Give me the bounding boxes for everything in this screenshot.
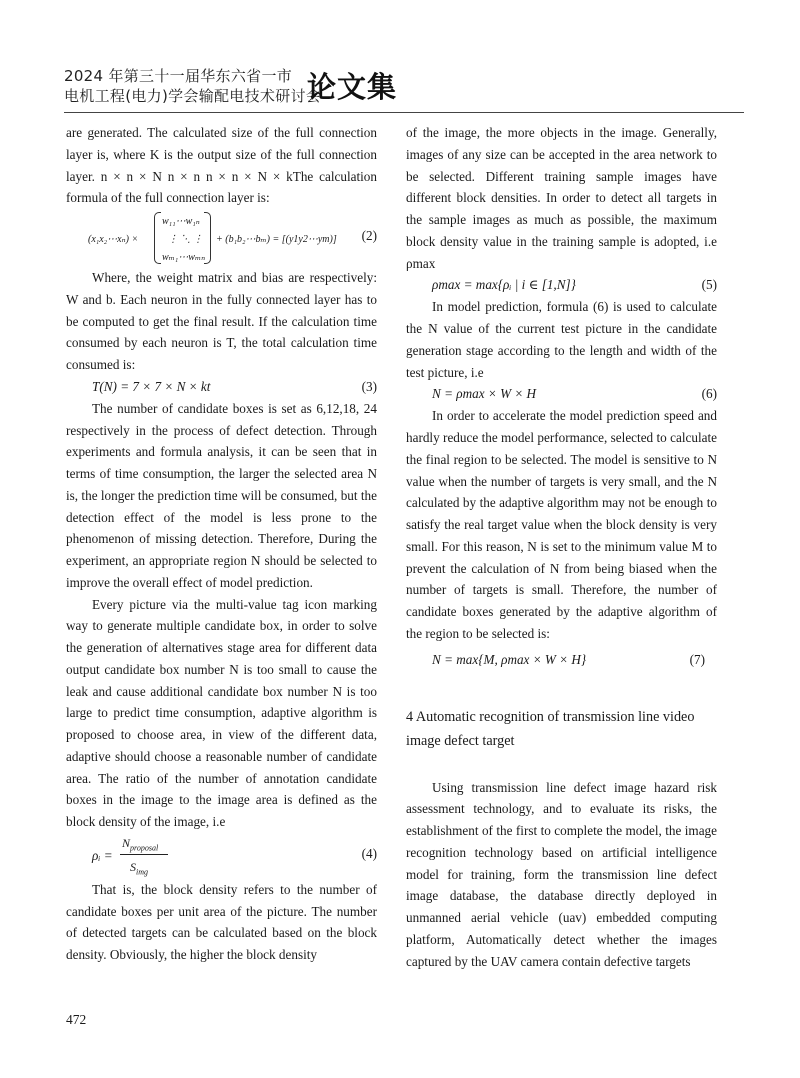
header-divider <box>64 112 744 113</box>
paragraph: That is, the block density refers to the number of candidate boxes per unit area of the picture. The number of detected targets can be calculated based on the block density. Obviously, the higher the block density <box>66 881 377 962</box>
running-header <box>64 66 744 110</box>
paragraph: Using transmission line defect image hazard risk assessment technology, and to evaluate its risks, the establishment of the first to complete the model, the image recognition technology based on artificial intelligence model for training, form the transmission line defect image database, the database directly deployed in unmanned aerial vehicle (uav) embedded computing platform, Automatically detect whether the images captured by the UAV camera contain defective targets <box>406 779 717 969</box>
eq7-formula: N = max{M, ρmax × W × H} <box>432 651 587 667</box>
eq2-matrix-row1: w₁₁⋯w₁ₙ <box>162 216 200 227</box>
eq2-lhs: (x₁x₂⋯xₙ) × <box>88 234 139 245</box>
equation-4 <box>66 833 377 879</box>
eq2-rhs: + (b₁b₂⋯bₘ) = [(y1y2⋯ym)] <box>216 234 337 245</box>
paragraph: The number of candidate boxes is set as 6,12,18, 24 respectively in the process of defect detection. Through experiments and formula analysis, it can be seen that in terms of time consumption, the larger the selected area N is, the longer the prediction time will be consumed, but the detection effect of the model is less prone to the phenomenon of missing detection. Therefore, During the experiment, an appropriate region N should be selected to improve the overall effect of model prediction. <box>66 400 377 590</box>
paragraph: Where, the weight matrix and bias are respectively: W and b. Each neuron in the fully connected layer has to be computed to get the final result. If the calculation time consumed by each neuron is T, the total calculation time consumed is: <box>66 270 377 372</box>
eq4-denominator: $S_{img}$ <box>130 859 148 877</box>
paragraph: In order to accelerate the model prediction speed and hardly reduce the model performance, selected to calculate the final region to be selected. The model is sensitive to N value when the number of targets is very small, and the N calculated by the adaptive algorithm may not be enough to satisfy the real target value when the block density is very small. For this reason, N is set to the minimum value M to prevent the calculation of N from being biased when the number of targets is small. Therefore, the number of candidate boxes generated by the adaptive algorithm of the region to be selected is: <box>406 408 717 641</box>
proceedings-label: 论文集 <box>307 70 398 104</box>
eq4-numerator: $N_{proposal}$ <box>122 835 159 853</box>
section-heading: 4 Automatic recognition of transmission line video image defect target <box>406 708 695 749</box>
paragraph: are generated. The calculated size of the full connection layer is, where K is the output size of the full connection layer. n × n × N n × n n × n × N × kThe calculation formula of the full connection layer is: <box>66 125 377 206</box>
equation-6 <box>406 383 717 405</box>
right-column <box>406 122 717 972</box>
equation-2 <box>66 209 377 267</box>
paragraph: In model prediction, formula (6) is used to calculate the N value of the current test picture in the candidate generation stage according to the length and width of the test picture, i.e <box>406 299 717 380</box>
eq3-formula: T(N) = 7 × 7 × N × kt <box>92 378 211 394</box>
equation-5 <box>406 274 717 296</box>
eq2-number: (2) <box>361 228 377 243</box>
fraction-bar <box>120 854 168 855</box>
eq5-formula: ρmax = max{ρᵢ | i ∈ [1,N]} <box>432 277 576 293</box>
matrix-bracket-right <box>204 212 211 264</box>
matrix-bracket-left <box>154 212 161 264</box>
eq3-number: (3) <box>361 378 377 394</box>
eq7-number: (7) <box>689 651 705 667</box>
eq6-number: (6) <box>701 386 717 402</box>
paragraph: Every picture via the multi-value tag icon marking way to generate multiple candidate box, in order to solve the generation of alternatives stage area for different data output candidate box number N is too small to cause the leak and cause additional candidate box number N is too large to predict time consumption, adaptive algorithm is proposed to choose area, in view of the different data, adaptive should choose a reasonable number of candidate area. The ratio of the number of annotation candidate boxes in the image to the image area is defined as the block density of the image, i.e <box>66 596 377 829</box>
conference-title-line2: 电机工程(电力)学会输配电技术研讨会 <box>64 87 322 105</box>
eq4-lhs: ρᵢ = <box>92 847 113 863</box>
equation-3 <box>66 376 377 398</box>
equation-7 <box>406 649 717 679</box>
eq2-matrix-row2: ⋮ ⋱ ⋮ <box>168 234 203 245</box>
eq6-formula: N = ρmax × W × H <box>432 386 537 402</box>
eq5-number: (5) <box>701 277 717 293</box>
conference-title <box>64 66 321 106</box>
left-column <box>66 122 377 966</box>
eq2-matrix-row3: wₘ₁⋯wₘₙ <box>162 252 206 263</box>
paragraph: of the image, the more objects in the image. Generally, images of any size can be accepted in the area network to be selected. Different training sample images have different block densities. In order to detect all targets in the sample images as much as possible, the maximum block density value in the training sample is adopted, i.e ρmax <box>406 125 717 271</box>
page-number: 472 <box>66 1012 87 1027</box>
conference-title-line1: 2024 年第三十一届华东六省一市 <box>64 67 293 85</box>
eq4-number: (4) <box>361 845 377 861</box>
